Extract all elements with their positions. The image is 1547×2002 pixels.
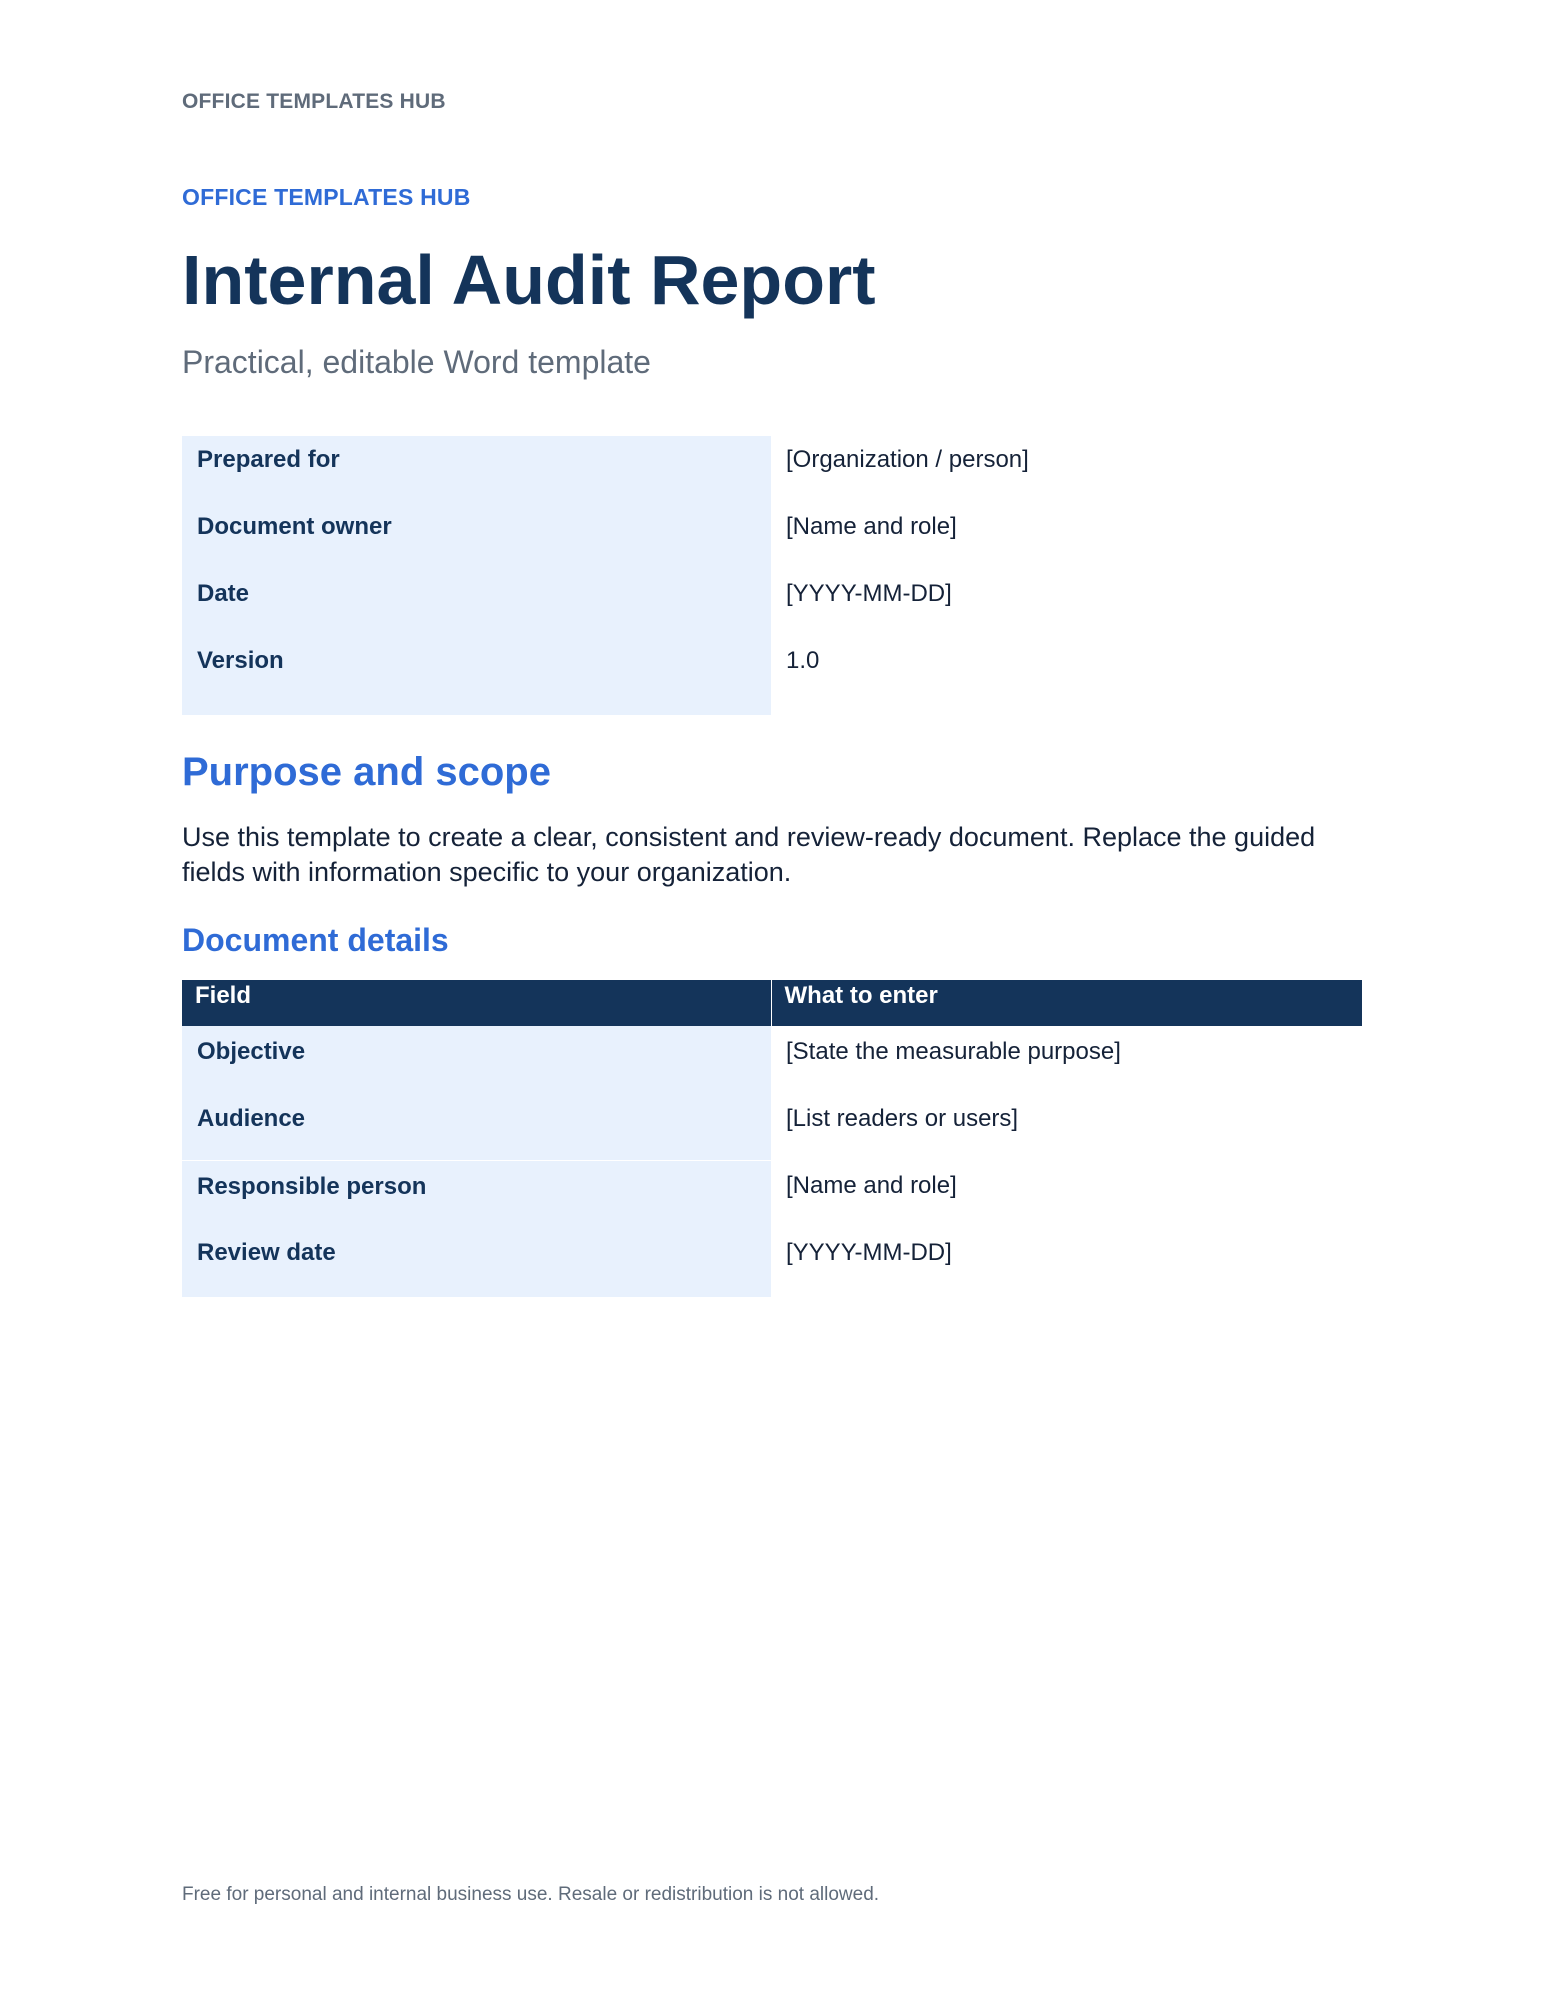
details-table: [182, 980, 1362, 1297]
meta-row: [182, 436, 1362, 503]
column-header-what-to-enter: What to enter: [771, 980, 1362, 1026]
document-meta-table: [182, 436, 1362, 715]
meta-label-date: Date: [182, 570, 771, 637]
meta-label-version: Version: [182, 637, 771, 715]
details-value-audience: [List readers or users]: [786, 1105, 1019, 1132]
column-header-field: Field: [182, 980, 771, 1026]
document-title: Internal Audit Report: [182, 241, 876, 319]
running-header: OFFICE TEMPLATES HUB: [182, 90, 446, 113]
meta-label-document-owner: Document owner: [182, 503, 771, 570]
table-row: [182, 1227, 1362, 1297]
footer-note: Free for personal and internal business use. Resale or redistribution is not allowed.: [182, 1884, 880, 1905]
table-row: [182, 1093, 1362, 1160]
details-value-objective: [State the measurable purpose]: [786, 1038, 1121, 1065]
details-field-responsible-person: Responsible person: [182, 1160, 771, 1227]
details-value-responsible-person: [Name and role]: [786, 1172, 957, 1199]
meta-label-prepared-for: Prepared for: [182, 436, 771, 503]
purpose-body: Use this template to create a clear, consistent and review-ready document. Replace the guided fields with information specific to your organization.: [182, 822, 1316, 887]
meta-value-date: [YYYY-MM-DD]: [786, 580, 952, 607]
purpose-heading: Purpose and scope: [182, 750, 551, 794]
details-field-objective: Objective: [182, 1026, 771, 1093]
meta-row: [182, 503, 1362, 570]
table-row: [182, 1160, 1362, 1227]
meta-value-prepared-for: [Organization / person]: [786, 446, 1029, 473]
details-header-row: [182, 980, 1362, 1026]
meta-row: [182, 570, 1362, 637]
details-field-audience: Audience: [182, 1093, 771, 1160]
meta-row: [182, 637, 1362, 715]
meta-value-version: 1.0: [786, 647, 820, 674]
brand-label: OFFICE TEMPLATES HUB: [182, 184, 471, 210]
meta-value-document-owner: [Name and role]: [786, 513, 957, 540]
details-field-review-date: Review date: [182, 1227, 771, 1297]
details-heading: Document details: [182, 922, 449, 958]
table-row: [182, 1026, 1362, 1093]
document-subtitle: Practical, editable Word template: [182, 344, 651, 380]
details-value-review-date: [YYYY-MM-DD]: [786, 1239, 952, 1266]
